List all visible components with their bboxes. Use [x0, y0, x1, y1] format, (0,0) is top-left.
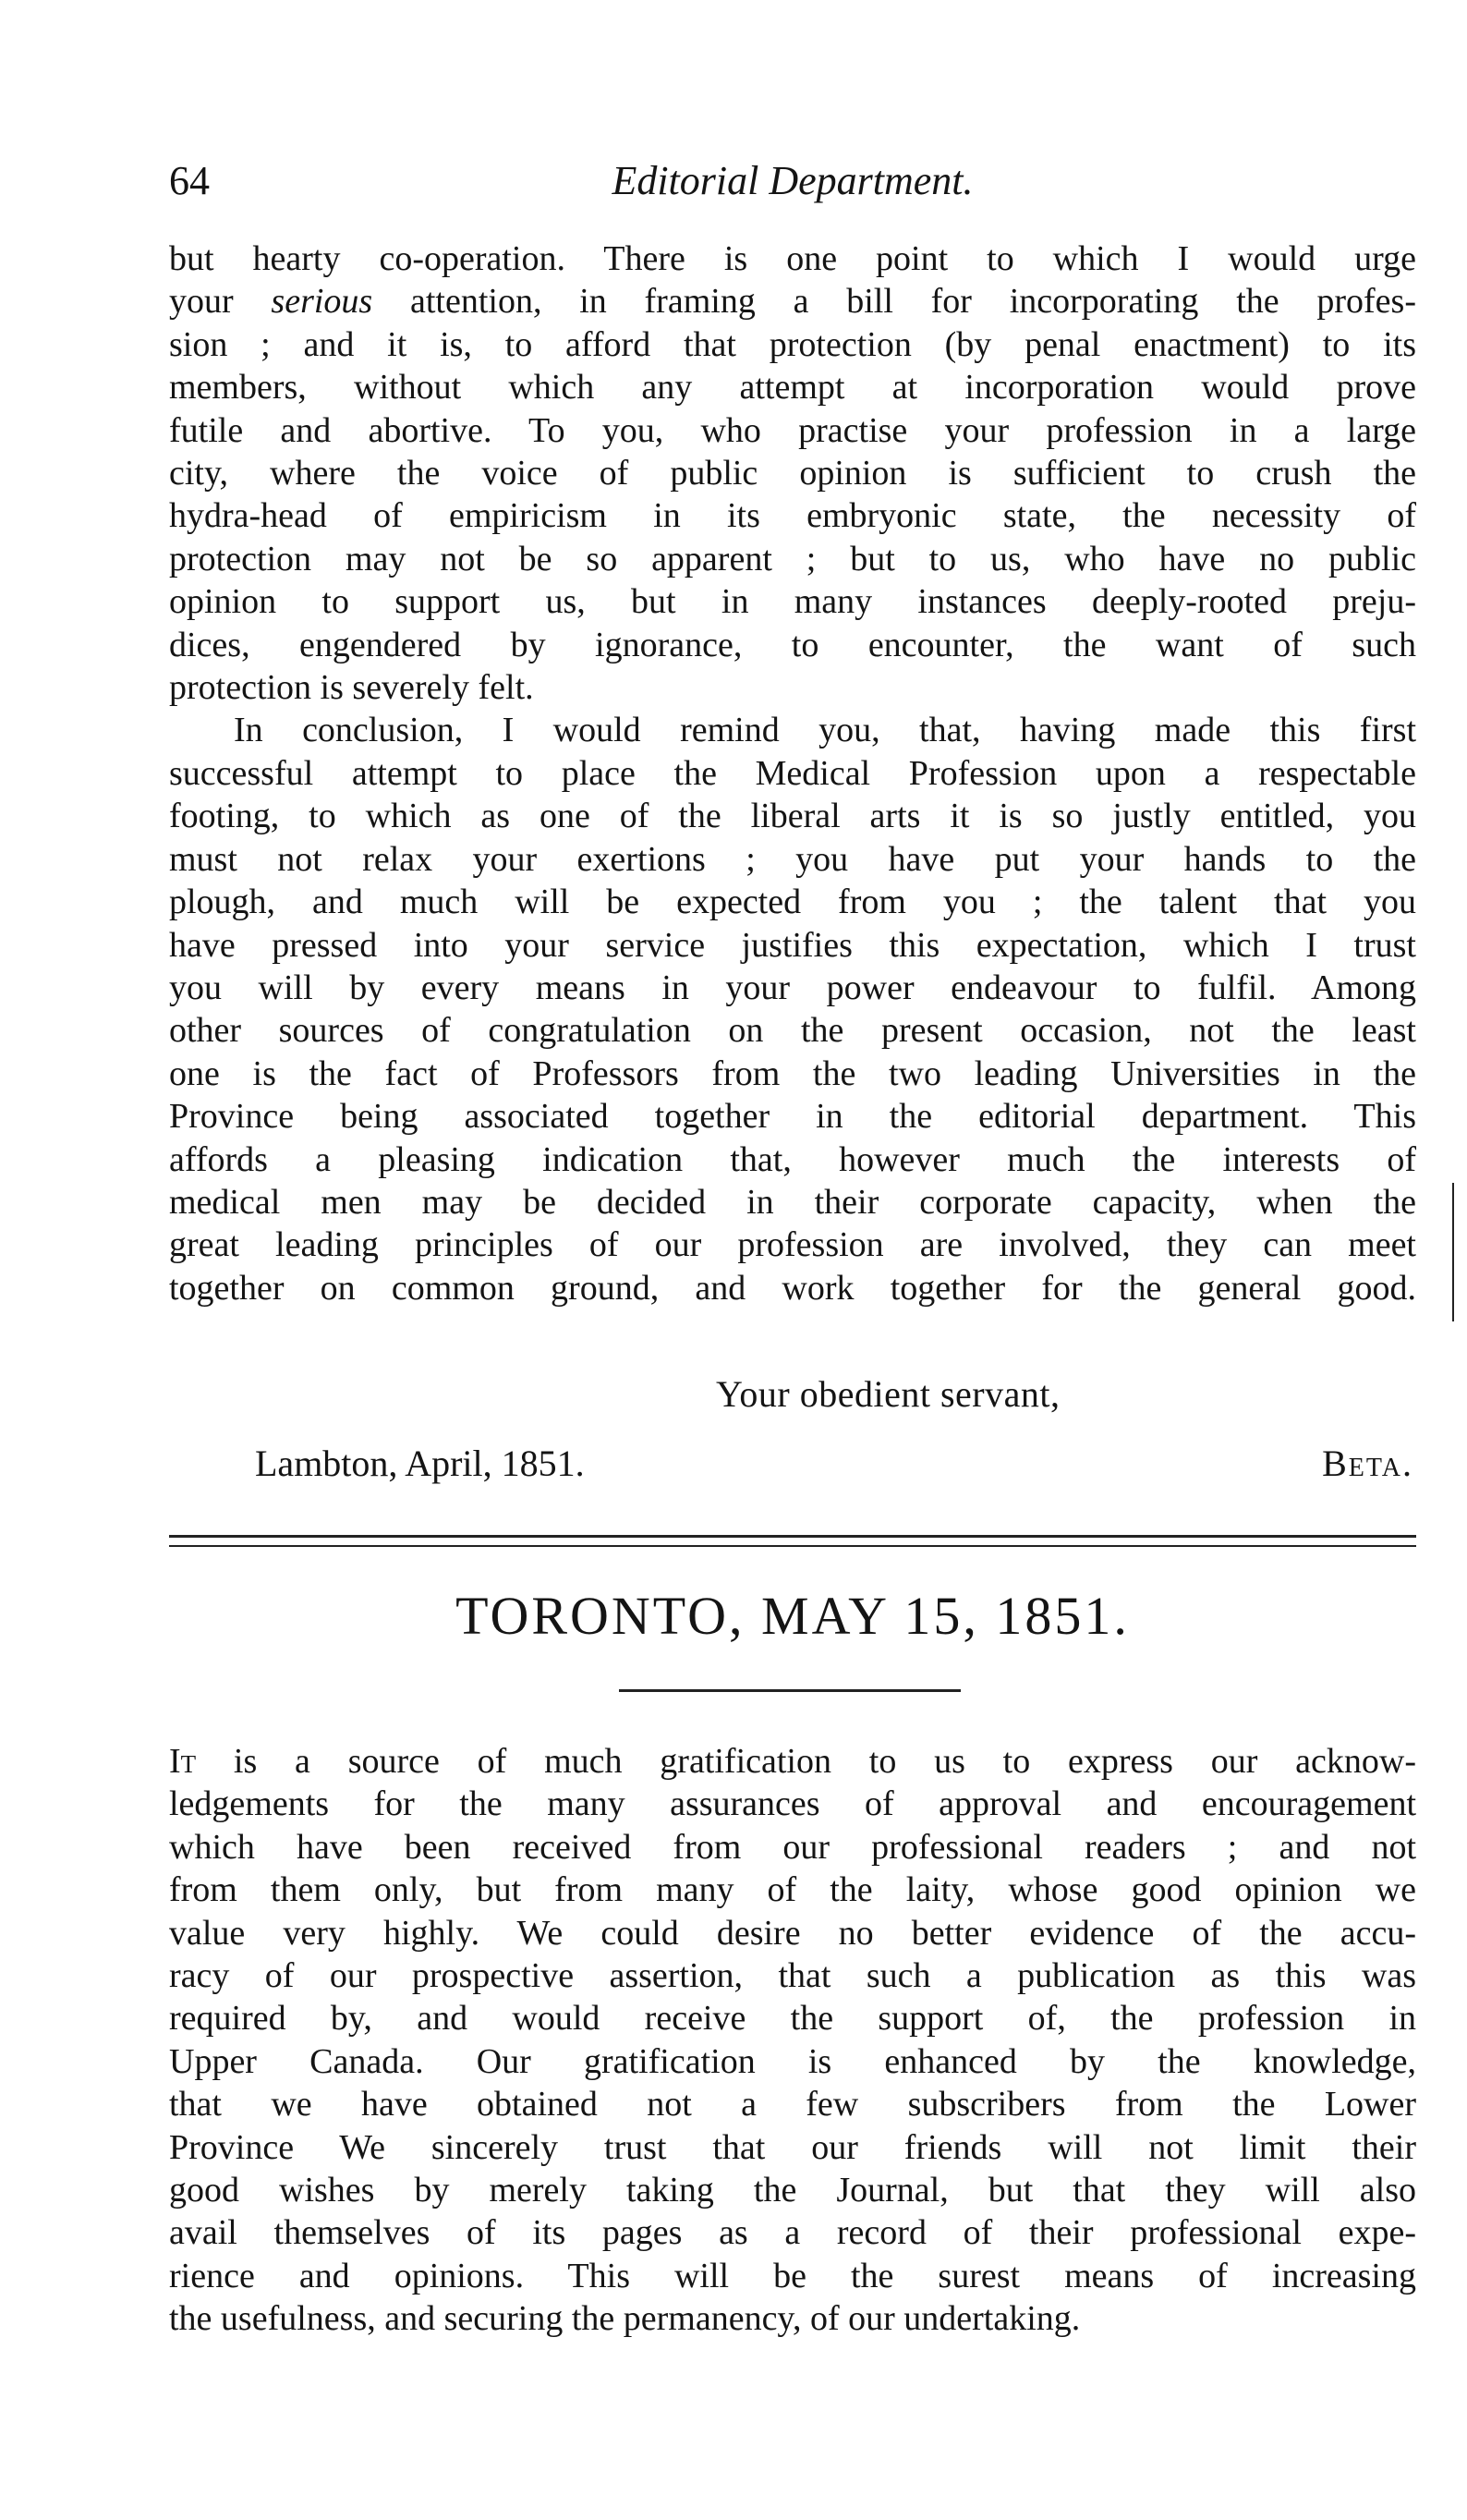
text-line: must not relax your exertions ; you have put your hands to the [169, 839, 1416, 879]
editorial-body [169, 1740, 1416, 2341]
text-line: city, where the voice of public opinion is sufficient to crush the [169, 454, 1416, 493]
text-line: other sources of congratulation on the present occasion, not the least [169, 1011, 1416, 1051]
text-line: value very highly. We could desire no better evidence of the accu- [169, 1913, 1416, 1953]
text-line: dices, engendered by ignorance, to encounter, the want of such [169, 625, 1416, 664]
text-line: opinion to support us, but in many instances deeply-rooted preju- [169, 582, 1416, 622]
text-line [169, 280, 1416, 323]
text-line: one is the fact of Professors from the two leading Universities in the [169, 1053, 1416, 1093]
text-line: rience and opinions. This will be the surest means of increasing [169, 2256, 1416, 2295]
text-line: avail themselves of its pages as a record of their professional expe- [169, 2213, 1416, 2253]
text-line: together on common ground, and work together for the general good. [169, 1268, 1416, 1308]
running-head: Editorial Department. [612, 158, 974, 203]
text-line: you will by every means in your power endeavour to fulfil. Among [169, 968, 1416, 1007]
text-line: plough, and much will be expected from you ; the talent that you [169, 883, 1416, 922]
text-line [169, 1740, 1416, 1783]
text-line: the usefulness, and securing the permanency, of our undertaking. [169, 2299, 1081, 2339]
letter-body [169, 237, 1416, 1309]
text-line: Province being associated together in the editorial department. This [169, 1097, 1416, 1137]
text-line: footing, to which as one of the liberal arts it is so justly entitled, you [169, 797, 1416, 836]
text-line: great leading principles of our profession are involved, they can meet [169, 1225, 1416, 1265]
text-line: protection is severely felt. [169, 668, 534, 708]
section-title: TORONTO, MAY 15, 1851. [455, 1586, 1130, 1646]
text-line: required by, and would receive the support of, the profession in [169, 1999, 1416, 2039]
letter-signature: Beta. [1322, 1443, 1413, 1484]
text-line: Upper Canada. Our gratification is enhanced by the knowledge, [169, 2041, 1416, 2081]
margin-mark [1452, 1183, 1454, 1321]
text-line: good wishes by merely taking the Journal, but that they will also [169, 2171, 1416, 2210]
line-remainder: attention, in framing a bill for incorporating the profes- [372, 282, 1416, 322]
text-line: protection may not be so apparent ; but to us, who have no public [169, 539, 1416, 578]
text-line: affords a pleasing indication that, however much the interests of [169, 1139, 1416, 1179]
text-line: successful attempt to place the Medical Profession upon a respectable [169, 753, 1416, 793]
text-line: racy of our prospective assertion, that such a publication as this was [169, 1956, 1416, 1996]
text-line: have pressed into your service justifies this expectation, which I trust [169, 925, 1416, 965]
text-line: which have been received from our professional readers ; and not [169, 1827, 1416, 1867]
emphasis-word-prefix: your [169, 282, 272, 322]
text-line: members, without which any attempt at incorporation would prove [169, 368, 1416, 408]
page-header [169, 157, 1416, 213]
text-line: that we have obtained not a few subscribers from the Lower [169, 2085, 1416, 2124]
text-line: but hearty co-operation. There is one point to which I would urge [169, 239, 1416, 278]
text-line: futile and abortive. To you, who practise your profession in a large [169, 410, 1416, 450]
title-underline [619, 1689, 961, 1692]
letter-dateline: Lambton, April, 1851. [255, 1443, 585, 1484]
opening-word: It [169, 1742, 197, 1781]
emphasis-word: serious [271, 282, 373, 322]
section-divider [169, 1535, 1416, 1547]
text-line: ledgements for the many assurances of approval and encouragement [169, 1784, 1416, 1824]
text-line: Province We sincerely trust that our friends will not limit their [169, 2127, 1416, 2167]
text-line: In conclusion, I would remind you, that, having made this first [234, 711, 1416, 750]
page-number: 64 [169, 158, 210, 203]
line-remainder: is a source of much gratification to us to express our acknow- [196, 1742, 1416, 1781]
text-line: hydra-head of empiricism in its embryonic state, the necessity of [169, 496, 1416, 536]
text-line: from them only, but from many of the laity, whose good opinion we [169, 1870, 1416, 1910]
text-line: sion ; and it is, to afford that protection (by penal enactment) to its [169, 324, 1416, 364]
text-line: medical men may be decided in their corporate capacity, when the [169, 1182, 1416, 1222]
letter-signoff: Your obedient servant, [716, 1373, 1061, 1415]
